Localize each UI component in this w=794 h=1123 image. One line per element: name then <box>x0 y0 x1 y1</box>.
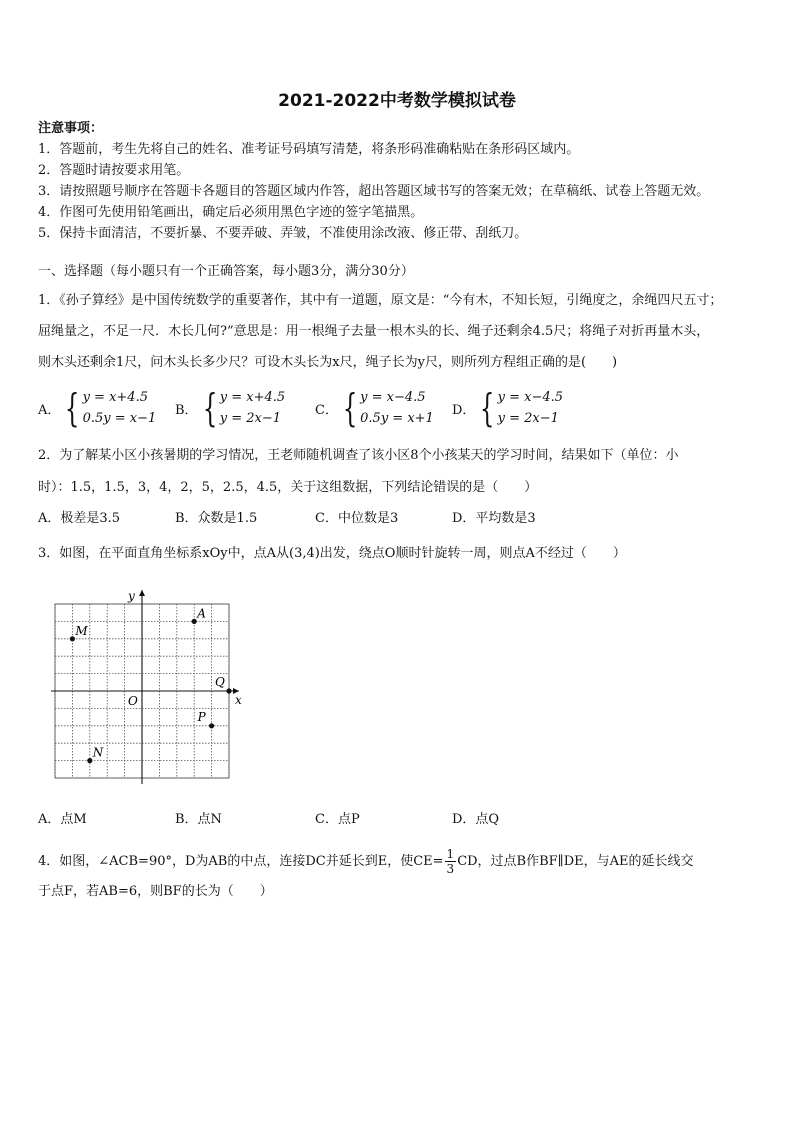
point-label-a: A <box>197 606 206 621</box>
q2-option-a: A．极差是3.5 <box>38 511 121 526</box>
q1-option-a <box>38 387 156 429</box>
fraction-denominator: 3 <box>446 862 455 876</box>
equation: 0.5y = x−1 <box>82 411 157 426</box>
point-n <box>87 758 92 763</box>
page-title: 2021-2022中考数学模拟试卷 <box>278 91 516 111</box>
question-1-line: 1．《孙子算经》是中国传统数学的重要著作，其中有一道题，原文是：“今有木，不知长短，引绳度之，余绳四尺五寸； <box>38 293 723 308</box>
q1-option-d <box>452 387 563 429</box>
q3-option-c: C．点P <box>315 812 360 827</box>
option-label: D． <box>452 402 476 418</box>
point-label-n: N <box>92 745 104 760</box>
option-label: B． <box>175 402 198 418</box>
coordinate-grid-figure <box>44 585 254 790</box>
brace-icon: { <box>342 386 358 430</box>
q3-option-d: D．点Q <box>452 812 500 827</box>
notice-item: 4．作图可先使用铅笔画出，确定后必须用黑色字迹的签字笔描黑。 <box>38 205 424 220</box>
question-1-line: 则木头还剩余1尺，问木头长多少尺？可设木头长为x尺，绳子长为y尺，则所列方程组正确的是( ) <box>38 355 618 370</box>
q1-option-c <box>315 387 434 429</box>
notice-item: 5．保持卡面清洁，不要折暴、不要弄破、弄皱，不准使用涂改液、修正带、刮纸刀。 <box>38 226 528 241</box>
q2-option-b: B．众数是1.5 <box>175 511 258 526</box>
q3-option-b: B．点N <box>175 812 222 827</box>
point-label-q: Q <box>215 675 225 689</box>
y-axis-arrow-icon <box>139 590 145 596</box>
point-label-m: M <box>75 623 88 638</box>
point-m <box>70 636 75 641</box>
option-label: A． <box>38 402 61 418</box>
point-a <box>192 619 197 624</box>
fraction <box>445 847 457 876</box>
question-4-line: 于点F，若AB=6，则BF的长为（ ） <box>38 884 273 899</box>
brace-icon: { <box>202 386 217 430</box>
brace-icon: { <box>480 386 495 430</box>
notice-item: 3．请按照题号顺序在答题卡各题目的答题区域内作答，超出答题区域书写的答案无效；在草稿纸、试卷上答题无效。 <box>38 184 710 199</box>
equation: y = x−4.5 <box>497 390 564 405</box>
q4-text-part2: CD，过点B作BF∥DE，与AE的延长线交 <box>457 854 694 869</box>
q3-option-a: A．点M <box>38 812 87 827</box>
origin-label: O <box>128 694 138 708</box>
option-label: C． <box>315 402 338 418</box>
equation: y = x+4.5 <box>219 390 286 405</box>
equation: y = 2x−1 <box>219 411 282 426</box>
equation: y = x+4.5 <box>82 390 148 405</box>
equation: y = x−4.5 <box>360 390 426 405</box>
point-p <box>209 723 214 728</box>
question-3-line: 3．如图，在平面直角坐标系xOy中，点A从(3,4)出发，绕点O顺时针旋转一周，则点A不经过（ ） <box>38 546 626 561</box>
equation: y = 2x−1 <box>497 411 559 426</box>
notice-item: 1．答题前，考生先将自己的姓名、准考证号码填写清楚，将条形码准确粘贴在条形码区域内。 <box>38 142 580 157</box>
question-1-line: 屈绳量之，不足一尺．木长几何?”意思是：用一根绳子去量一根木头的长、绳子还剩余4.5尺；将绳子对折再量木头， <box>38 324 710 339</box>
question-2-line: 2．为了解某小区小孩暑期的学习情况，王老师随机调查了该小区8个小孩某天的学习时间，结果如下（单位：小 <box>38 448 679 463</box>
notice-item: 2．答题时请按要求用笔。 <box>38 163 190 178</box>
y-axis-label: y <box>128 589 135 603</box>
q2-option-d: D．平均数是3 <box>452 511 536 526</box>
q1-option-b <box>175 387 285 429</box>
equation: 0.5y = x+1 <box>360 411 434 426</box>
point-label-p: P <box>197 709 206 724</box>
q4-text-part1: 4．如图，∠ACB=90°，D为AB的中点，连接DC并延长到E，使CE= <box>38 854 444 869</box>
point-q <box>226 688 231 693</box>
brace-icon: { <box>65 386 80 430</box>
section-heading: 一、选择题（每小题只有一个正确答案，每小题3分，满分30分） <box>38 264 414 279</box>
question-2-line: 时）：1.5，1.5，3，4，2，5，2.5，4.5，关于这组数据，下列结论错误的是（ ） <box>38 480 538 495</box>
q2-option-c: C．中位数是3 <box>315 511 399 526</box>
notice-heading: 注意事项： <box>38 121 104 136</box>
x-axis-label: x <box>235 693 242 707</box>
fraction-numerator: 1 <box>446 847 455 861</box>
question-4-line <box>38 847 693 876</box>
